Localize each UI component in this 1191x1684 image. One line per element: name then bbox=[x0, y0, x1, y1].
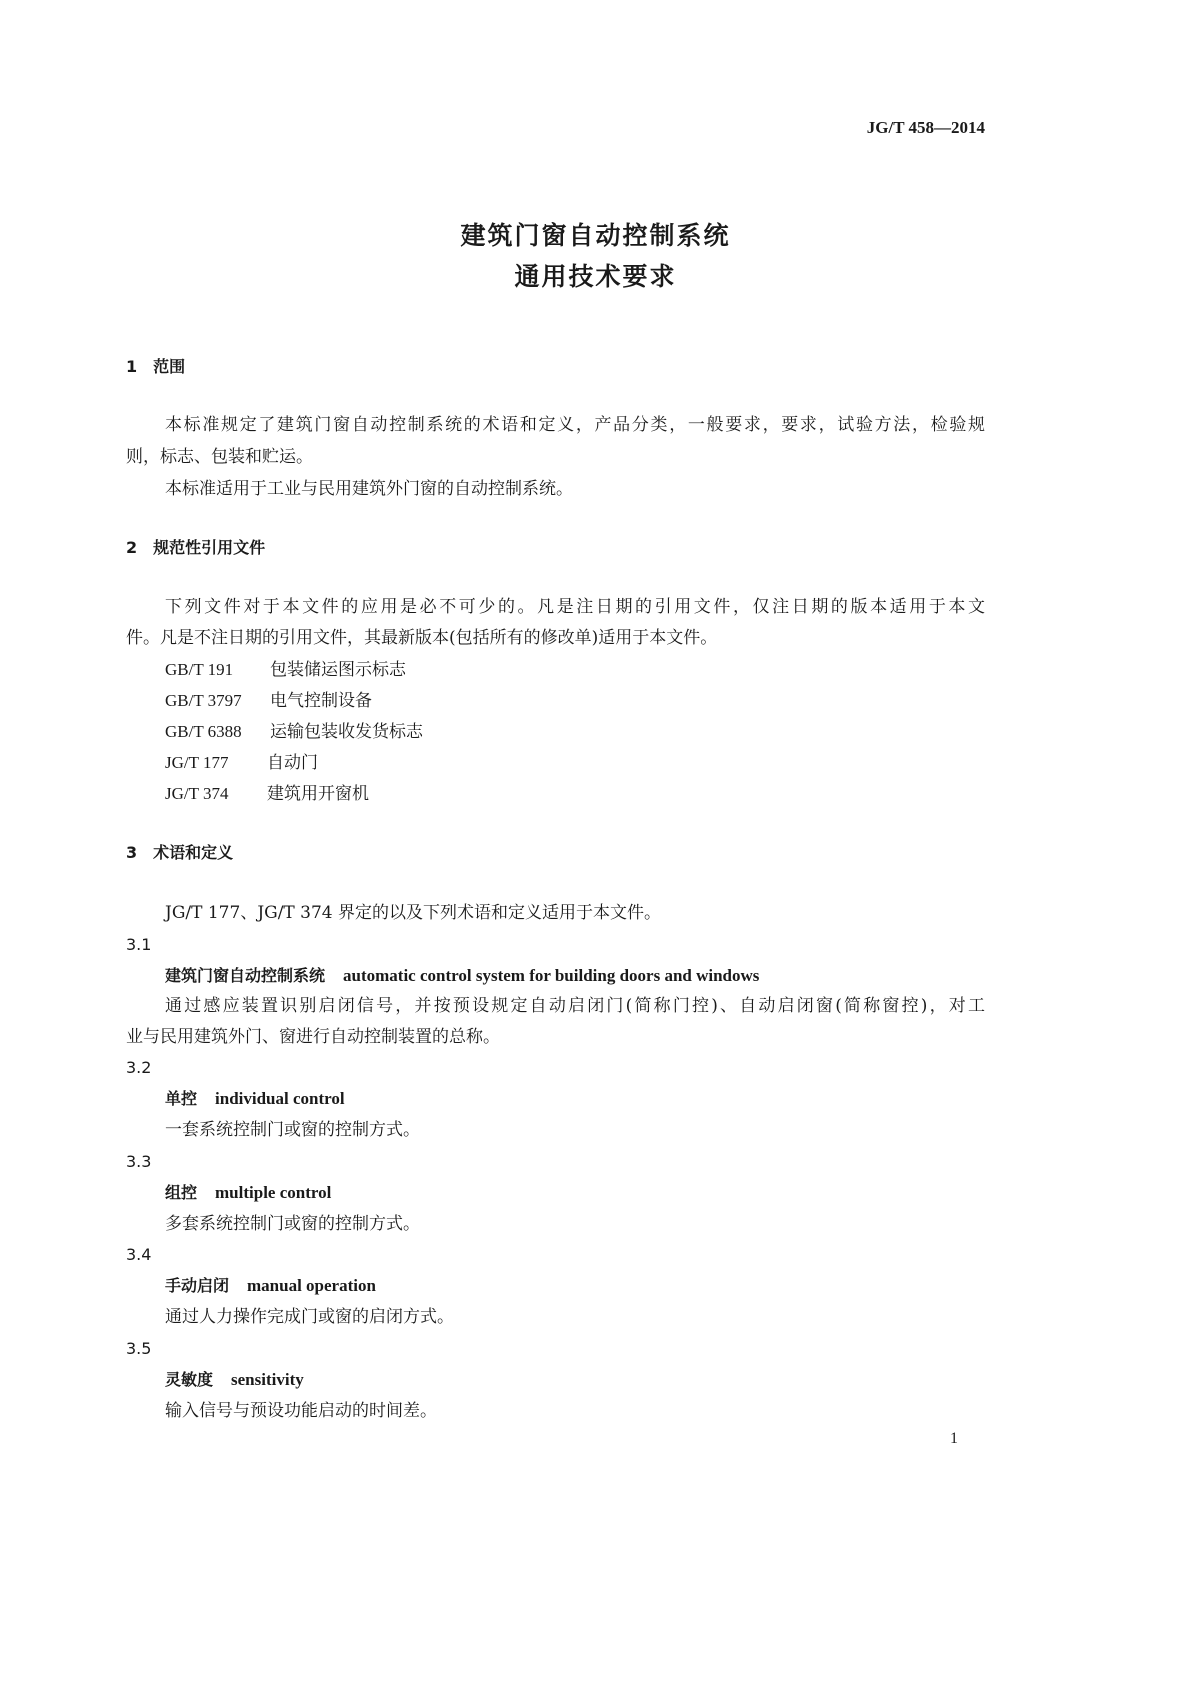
section-3-heading: 3 术语和定义 bbox=[126, 843, 234, 862]
term-number: 3.5 bbox=[126, 1339, 152, 1358]
paragraph: 件。凡是不注日期的引用文件，其最新版本(包括所有的修改单)适用于本文件。 bbox=[126, 628, 718, 648]
term-definition: 通过感应装置识别启闭信号，并按预设规定自动启闭门(简称门控)、自动启闭窗(简称窗控)，对工 bbox=[165, 996, 985, 1016]
term-number: 3.2 bbox=[126, 1058, 152, 1077]
term-title: 灵敏度 sensitivity bbox=[165, 1370, 304, 1389]
term-number: 3.3 bbox=[126, 1152, 152, 1171]
paragraph: 本标准规定了建筑门窗自动控制系统的术语和定义，产品分类，一般要求，要求，试验方法，检验规 bbox=[165, 415, 985, 435]
reference-item: JG/T 177 自动门 bbox=[165, 753, 318, 773]
paragraph: 则，标志、包装和贮运。 bbox=[126, 447, 313, 467]
term-title: 手动启闭 manual operation bbox=[165, 1276, 376, 1295]
paragraph: 下列文件对于本文件的应用是必不可少的。凡是注日期的引用文件，仅注日期的版本适用于本文 bbox=[165, 597, 985, 617]
term-definition: 一套系统控制门或窗的控制方式。 bbox=[165, 1120, 420, 1140]
reference-item: GB/T 3797 电气控制设备 bbox=[165, 691, 372, 711]
document-subtitle: 通用技术要求 bbox=[514, 262, 677, 291]
term-definition: 多套系统控制门或窗的控制方式。 bbox=[165, 1214, 420, 1234]
section-1-heading: 1 范围 bbox=[126, 357, 186, 376]
standard-number: JG/T 458—2014 bbox=[866, 118, 985, 137]
term-number: 3.4 bbox=[126, 1245, 152, 1264]
term-definition: 业与民用建筑外门、窗进行自动控制装置的总称。 bbox=[126, 1027, 500, 1047]
page-number: 1 bbox=[950, 1430, 958, 1447]
reference-item: GB/T 6388 运输包装收发货标志 bbox=[165, 722, 423, 742]
term-title: 建筑门窗自动控制系统 automatic control system for building doors and windows bbox=[165, 966, 760, 985]
paragraph: JG/T 177、JG/T 374 界定的以及下列术语和定义适用于本文件。 bbox=[165, 903, 662, 923]
term-definition: 通过人力操作完成门或窗的启闭方式。 bbox=[165, 1307, 454, 1327]
reference-item: JG/T 374 建筑用开窗机 bbox=[165, 784, 369, 804]
term-title: 单控 individual control bbox=[165, 1089, 345, 1108]
document-title: 建筑门窗自动控制系统 bbox=[460, 221, 731, 250]
reference-item: GB/T 191 包装储运图示标志 bbox=[165, 660, 406, 680]
term-definition: 输入信号与预设功能启动的时间差。 bbox=[165, 1401, 437, 1421]
section-2-heading: 2 规范性引用文件 bbox=[126, 538, 266, 557]
paragraph: 本标准适用于工业与民用建筑外门窗的自动控制系统。 bbox=[165, 479, 573, 499]
term-number: 3.1 bbox=[126, 935, 152, 954]
term-title: 组控 multiple control bbox=[165, 1183, 332, 1202]
